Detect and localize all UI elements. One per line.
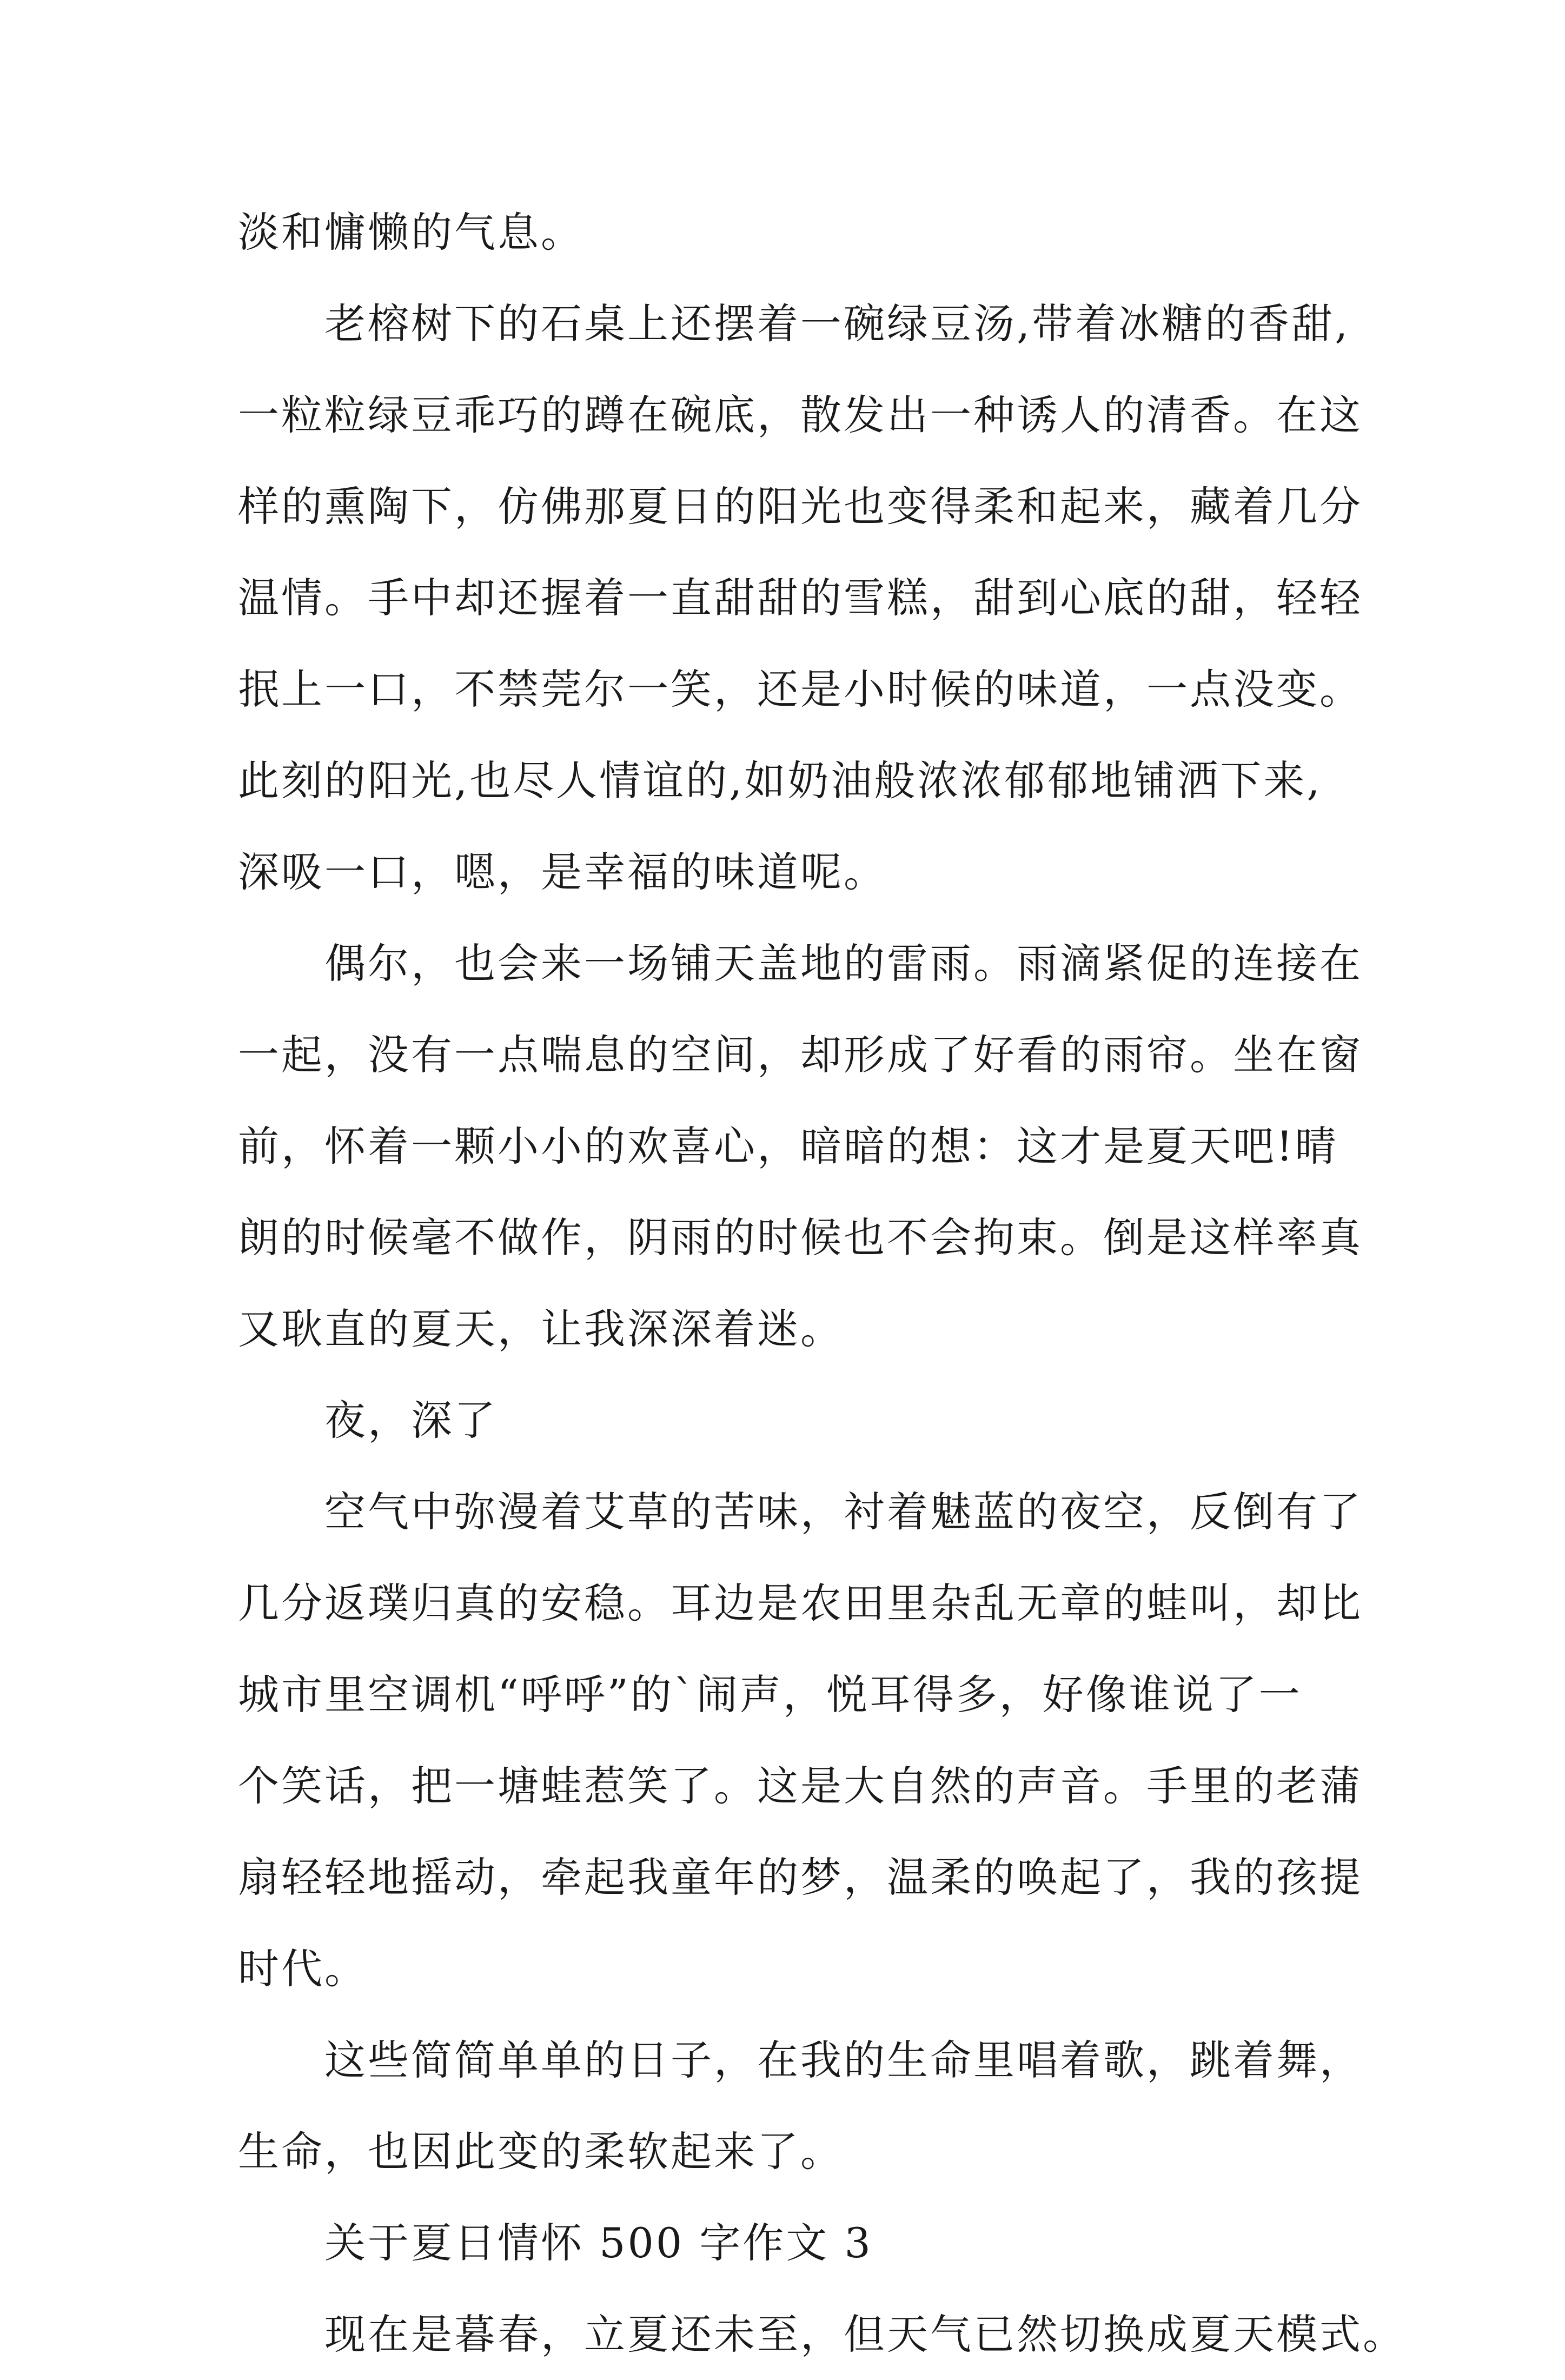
text-line: 生命，也因此变的柔软起来了。 [238,2127,844,2176]
text-line: 个笑话，把一塘蛙惹笑了。这是大自然的声音。手里的老蒲 [238,1762,1363,1810]
text-line: 前，怀着一颗小小的欢喜心，暗暗的想：这才是夏天吧!晴 [238,1122,1338,1170]
text-line: 夜，深了 [324,1396,498,1444]
text-line: 温情。手中却还握着一直甜甜的雪糕，甜到心底的甜，轻轻 [238,574,1363,622]
text-line: 几分返璞归真的安稳。耳边是农田里杂乱无章的蛙叫，却比 [238,1579,1363,1627]
text-line: 空气中弥漫着艾草的苦味，衬着魅蓝的夜空，反倒有了 [324,1488,1363,1536]
text-line: 抿上一口，不禁莞尔一笑，还是小时候的味道，一点没变。 [238,665,1363,713]
section-heading: 关于夏日情怀 500 字作文 3 [324,2219,873,2267]
document-body [238,187,1406,2380]
text-line: 扇轻轻地摇动，牵起我童年的梦，温柔的唤起了，我的孩提 [238,1853,1363,1901]
text-line: 这些简简单单的日子，在我的生命里唱着歌，跳着舞， [324,2036,1363,2084]
text-line: 一起，没有一点喘息的空间，却形成了好看的雨帘。坐在窗 [238,1031,1363,1079]
text-line: 样的熏陶下，仿佛那夏日的阳光也变得柔和起来，藏着几分 [238,482,1363,531]
text-line: 淡和慵懒的气息。 [238,208,584,256]
text-line: 此刻的阳光,也尽人情谊的,如奶油般浓浓郁郁地铺洒下来, [238,757,1322,805]
text-line: 朗的时候毫不做作，阴雨的时候也不会拘束。倒是这样率真 [238,1214,1363,1262]
text-line: 老榕树下的石桌上还摆着一碗绿豆汤,带着冰糖的香甜, [324,300,1350,348]
text-line: 城市里空调机“呼呼”的`闹声，悦耳得多，好像谁说了一 [238,1670,1302,1719]
text-line: 偶尔，也会来一场铺天盖地的雷雨。雨滴紧促的连接在 [324,939,1363,987]
text-line: 现在是暮春，立夏还未至，但天气已然切换成夏天模式。 [324,2310,1406,2358]
text-line: 又耿直的夏天，让我深深着迷。 [238,1305,844,1353]
text-line: 时代。 [238,1945,368,1993]
text-line: 深吸一口，嗯，是幸福的味道呢。 [238,848,887,896]
text-line: 一粒粒绿豆乖巧的蹲在碗底，散发出一种诱人的清香。在这 [238,391,1363,439]
